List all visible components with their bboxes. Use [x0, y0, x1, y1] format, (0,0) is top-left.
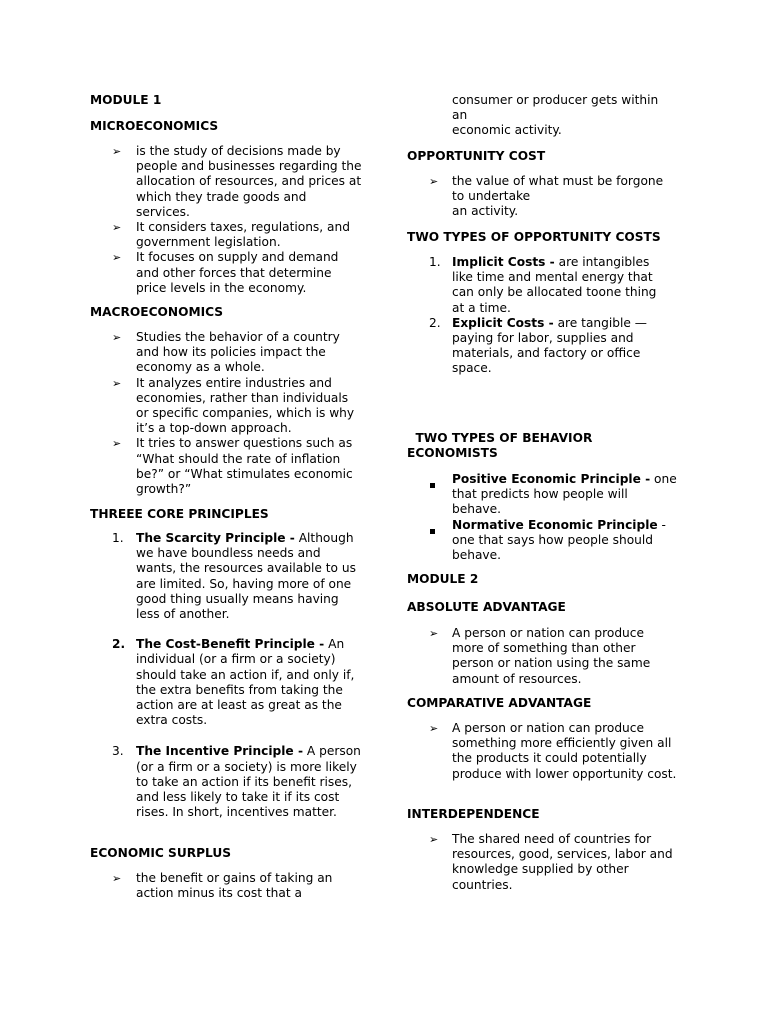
- principle-body: Although we have boundless needs and wants, the resources available to us are limited. So, having more of one good thing usually means having less of another.: [136, 531, 356, 622]
- bullet-text: It analyzes entire industries and economies, rather than individuals or specific companies, which is why it’s a top-down approach.: [136, 375, 355, 436]
- principle-body: - one that says how people should behave.: [452, 517, 666, 563]
- bullet-text: the benefit or gains of taking an action minus its cost that a: [136, 871, 333, 901]
- arrow-bullet-icon: ➢: [112, 872, 122, 885]
- arrow-bullet-icon: ➢: [429, 722, 439, 735]
- principle-title: The Cost-Benefit Principle -: [136, 637, 325, 652]
- absolute-advantage-list: [431, 626, 671, 687]
- cost-body: are intangibles like time and mental energy that can only be allocated toone thing at a time.: [452, 255, 657, 315]
- module-1-heading: MODULE 1: [90, 93, 162, 107]
- comparative-advantage-list: [431, 721, 687, 782]
- list-item: [114, 376, 364, 437]
- list-item: [114, 144, 364, 220]
- list-item: [431, 174, 687, 220]
- list-number: 1.: [112, 531, 124, 545]
- list-item: [114, 436, 364, 497]
- bullet-text: It tries to answer questions such as “What should the rate of inflation be?” or “What stimulates economic growth?”: [136, 436, 353, 497]
- principle-text: [136, 531, 364, 622]
- list-number: 2.: [112, 637, 126, 652]
- arrow-bullet-icon: ➢: [429, 833, 439, 846]
- principle-body: An individual (or a firm or a society) should take an action if, and only if, the extra benefits from taking the action are at least as great as the extra costs.: [136, 637, 355, 728]
- absolute-advantage-heading: ABSOLUTE ADVANTAGE: [407, 600, 566, 614]
- behavior-economists-heading: [407, 431, 687, 461]
- list-item: [112, 744, 364, 820]
- two-types-costs-heading: TWO TYPES OF OPPORTUNITY COSTS: [407, 230, 661, 244]
- list-item: [429, 518, 679, 564]
- arrow-bullet-icon: ➢: [112, 221, 122, 235]
- bullet-text: Studies the behavior of a country and how its policies impact the economy as a whole.: [136, 330, 340, 375]
- list-item: [114, 330, 364, 376]
- list-number: 3.: [112, 744, 124, 759]
- heading-line: TWO TYPES OF BEHAVIOR: [407, 431, 593, 445]
- text-line: an: [452, 108, 468, 123]
- module-2-heading: MODULE 2: [407, 572, 479, 586]
- square-bullet-icon: [430, 477, 435, 492]
- principle-title: The Incentive Principle -: [136, 744, 304, 759]
- microeconomics-heading: MICROECONOMICS: [90, 119, 219, 133]
- list-number: 1.: [429, 255, 441, 269]
- text-line: an activity.: [452, 204, 519, 219]
- list-item: [429, 316, 669, 377]
- core-principles-heading: THREEE CORE PRINCIPLES: [90, 507, 269, 521]
- text-line: the value of what must be forgone: [452, 174, 664, 188]
- economic-surplus-heading: ECONOMIC SURPLUS: [90, 846, 232, 860]
- opportunity-cost-heading: OPPORTUNITY COST: [407, 149, 546, 163]
- principle-text: [136, 637, 364, 728]
- arrow-bullet-icon: ➢: [112, 437, 122, 451]
- square-bullet-icon: [430, 523, 435, 538]
- bullet-text: A person or nation can produce something more efficiently given all the products it could potentially produce with lower opportunity cost.: [452, 721, 677, 781]
- heading-line: ECONOMISTS: [407, 446, 498, 461]
- principle-title: Positive Economic Principle -: [452, 472, 651, 486]
- principle-title: The Scarcity Principle -: [136, 531, 295, 545]
- principle-body: A person (or a firm or a society) is more likely to take an action if its benefit rises, and less likely to take it if its cost rises. In short, incentives matter.: [136, 744, 361, 820]
- list-item: [431, 626, 671, 687]
- cost-title: Implicit Costs -: [452, 255, 555, 269]
- core-principles-list: [112, 531, 364, 820]
- list-item: [431, 721, 687, 782]
- comparative-advantage-heading: COMPARATIVE ADVANTAGE: [407, 696, 592, 710]
- bullet-text: The shared need of countries for resources, good, services, labor and knowledge supplied by other countries.: [452, 832, 673, 892]
- surplus-continuation: [452, 93, 687, 139]
- text-line: consumer or producer gets within: [452, 93, 659, 107]
- list-item: [114, 871, 344, 901]
- arrow-bullet-icon: ➢: [112, 376, 122, 390]
- economic-surplus-list: [114, 871, 344, 901]
- list-item: [429, 472, 679, 518]
- bullet-text: It focuses on supply and demand and other forces that determine price levels in the economy.: [136, 250, 339, 295]
- list-item: [114, 220, 364, 250]
- cost-text: [452, 255, 669, 316]
- macroeconomics-list: [114, 330, 364, 497]
- arrow-bullet-icon: ➢: [429, 627, 439, 640]
- bullet-text: A person or nation can produce more of something than other person or nation using the same amount of resources.: [452, 626, 651, 686]
- cost-text: [452, 316, 669, 377]
- list-item: [112, 531, 364, 622]
- list-number: 2.: [429, 315, 441, 330]
- cost-title: Explicit Costs -: [452, 315, 554, 330]
- text-line: economic activity.: [452, 123, 562, 138]
- microeconomics-list: [114, 144, 364, 296]
- list-item: [114, 250, 364, 296]
- arrow-bullet-icon: ➢: [112, 145, 122, 158]
- principle-title: Normative Economic Principle: [452, 517, 658, 532]
- opportunity-cost-list: [431, 174, 687, 220]
- principle-body: one that predicts how people will behave.: [452, 472, 677, 517]
- behavior-economists-list: [429, 472, 679, 563]
- list-item: [429, 255, 669, 316]
- principle-text: [452, 518, 679, 564]
- text-line: to undertake: [452, 189, 531, 204]
- arrow-bullet-icon: ➢: [429, 175, 439, 188]
- macroeconomics-heading: MACROECONOMICS: [90, 305, 224, 319]
- bullet-text: It considers taxes, regulations, and government legislation.: [136, 220, 350, 250]
- two-types-costs-list: [429, 255, 669, 377]
- cost-body: are tangible — paying for labor, supplies and materials, and factory or office space.: [452, 315, 647, 376]
- arrow-bullet-icon: ➢: [112, 251, 122, 265]
- bullet-text: is the study of decisions made by people and businesses regarding the allocation of resources, and prices at which they trade goods and services.: [136, 144, 362, 219]
- list-item: [112, 637, 364, 728]
- interdependence-list: [431, 832, 676, 893]
- list-item: [431, 832, 676, 893]
- bullet-text: [452, 174, 687, 220]
- principle-text: [452, 472, 679, 518]
- interdependence-heading: INTERDEPENDENCE: [407, 807, 540, 821]
- arrow-bullet-icon: ➢: [112, 331, 122, 344]
- principle-text: [136, 744, 364, 820]
